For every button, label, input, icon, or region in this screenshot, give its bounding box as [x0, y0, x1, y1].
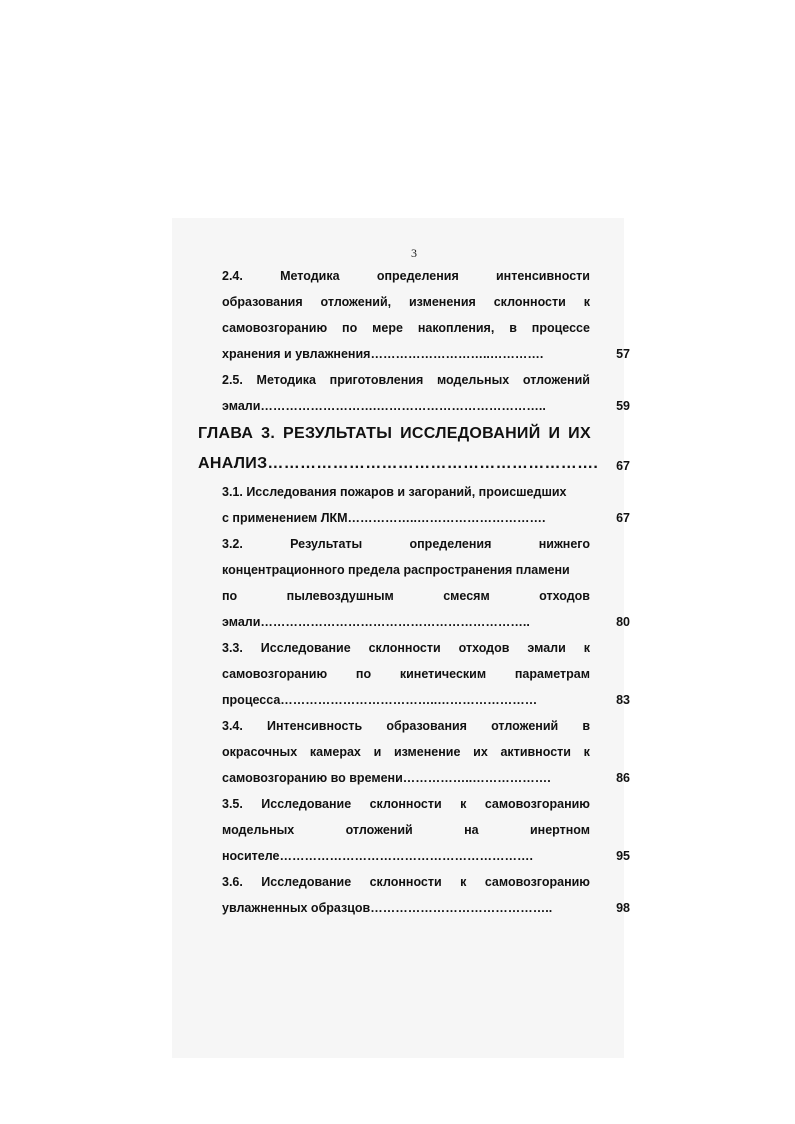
toc-entry-2-5-line-2: эмали……………………….………………………………….. [222, 399, 546, 413]
toc-page-2-5: 59 [616, 399, 630, 413]
toc-entry-3-1-line-2: с применением ЛКМ……………..…………………………. [222, 511, 546, 525]
toc-entry-3-5-line-2: модельных отложений на инертном [222, 823, 590, 837]
toc-entry-3-4-line-1: 3.4. Интенсивность образования отложений в [222, 719, 590, 733]
toc-page-3-6: 98 [616, 901, 630, 915]
toc-entry-2-5-line-1: 2.5. Методика приготовления модельных отложений [222, 373, 590, 387]
toc-page-3-4: 86 [616, 771, 630, 785]
toc-chapter-3-line-2: АНАЛИЗ……………………………………………………. [198, 455, 599, 472]
toc-entry-2-4-line-3: самовозгоранию по мере накопления, в процессе [222, 321, 590, 335]
toc-entry-3-5-line-1: 3.5. Исследование склонности к самовозгоранию [222, 797, 590, 811]
toc-entry-3-5-line-3: носителе……………………………………………………. [222, 849, 533, 863]
toc-page-chapter-3: 67 [616, 459, 630, 473]
toc-page-3-2: 80 [616, 615, 630, 629]
toc-entry-3-3-line-3: процесса………………………………..…………………… [222, 693, 538, 707]
page-number: 3 [411, 246, 417, 260]
toc-chapter-3-line-1: ГЛАВА 3. РЕЗУЛЬТАТЫ ИССЛЕДОВАНИЙ И ИХ [198, 425, 591, 442]
toc-entry-3-2-line-1: 3.2. Результаты определения нижнего [222, 537, 590, 551]
toc-entry-3-4-line-3: самовозгоранию во времени……………..………………. [222, 771, 551, 785]
toc-page-2-4: 57 [616, 347, 630, 361]
toc-entry-3-1-line-1: 3.1. Исследования пожаров и загораний, происшедших [222, 485, 567, 499]
toc-entry-3-3-line-1: 3.3. Исследование склонности отходов эмали к [222, 641, 590, 655]
toc-entry-3-2-line-4: эмали……………………………………………………….. [222, 615, 530, 629]
toc-entry-2-4-line-1: 2.4. Методика определения интенсивности [222, 269, 590, 283]
toc-entry-2-4-line-2: образования отложений, изменения склонности к [222, 295, 590, 309]
scanned-page [172, 218, 624, 1058]
toc-entry-3-6-line-1: 3.6. Исследование склонности к самовозгоранию [222, 875, 590, 889]
toc-page-3-1: 67 [616, 511, 630, 525]
toc-page-3-3: 83 [616, 693, 630, 707]
toc-entry-2-4-line-4: хранения и увлажнения………………………..…………. [222, 347, 544, 361]
toc-entry-3-3-line-2: самовозгоранию по кинетическим параметрам [222, 667, 590, 681]
toc-page-3-5: 95 [616, 849, 630, 863]
toc-entry-3-2-line-2: концентрационного предела распространения пламени [222, 563, 570, 577]
toc-entry-3-6-line-2: увлажненных образцов…………………………………….. [222, 901, 553, 915]
toc-entry-3-4-line-2: окрасочных камерах и изменение их активности к [222, 745, 590, 759]
toc-entry-3-2-line-3: по пылевоздушным смесям отходов [222, 589, 590, 603]
